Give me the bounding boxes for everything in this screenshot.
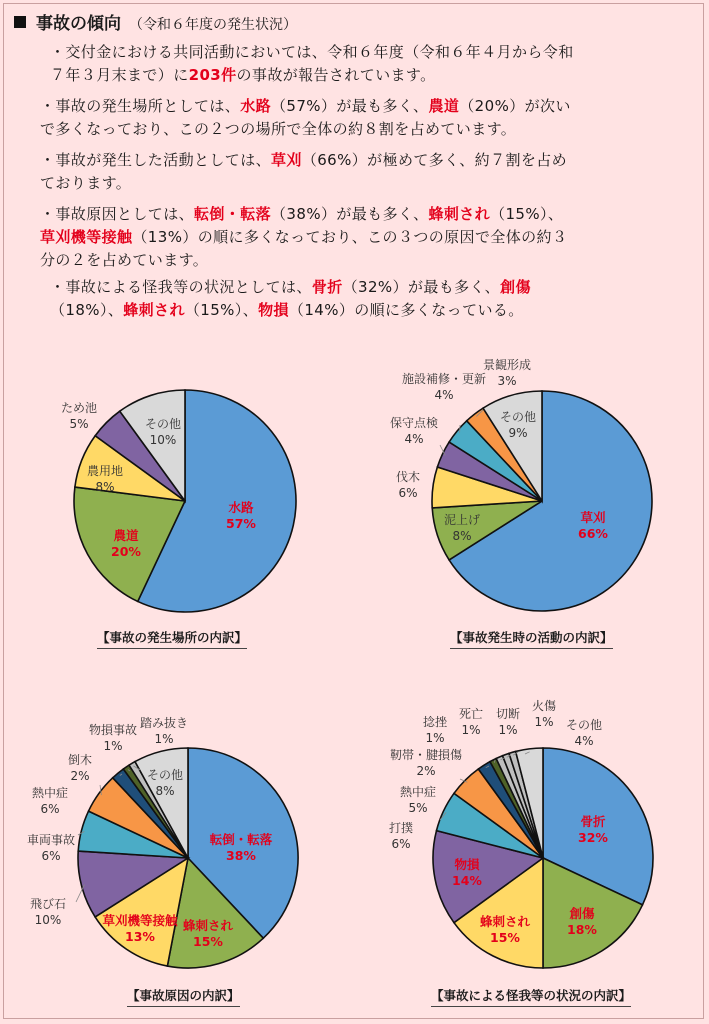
paragraph-text: （20%）が次い (459, 97, 571, 115)
slice-percent: 1% (103, 739, 123, 753)
slice-name: ため池 (60, 401, 98, 415)
slice-name: 死亡 (458, 707, 484, 721)
slice-label (390, 747, 462, 778)
slice-name: 草刈 (580, 510, 606, 525)
slice-label (396, 469, 420, 500)
slice-percent: 32% (578, 830, 608, 845)
pie-chart-1 (61, 390, 296, 612)
slice-name: 農道 (113, 528, 139, 543)
highlight-text: 転倒・転落 (194, 205, 272, 223)
paragraph-text: （14%）の順に多くなっている。 (288, 301, 524, 319)
paragraph-text: ・事故原因としては、 (40, 205, 195, 223)
paragraph-text: （15%）、 (490, 205, 564, 223)
slice-label (89, 722, 137, 753)
slice-label (32, 785, 68, 816)
highlight-text: 蜂刺され (123, 301, 185, 319)
slice-percent: 1% (498, 723, 518, 737)
slice-percent: 15% (193, 934, 223, 949)
slice-label (578, 510, 608, 541)
paragraph-text: （18%）、 (50, 301, 124, 319)
slice-percent: 1% (461, 723, 481, 737)
slice-label (578, 814, 608, 845)
slice-percent: 18% (567, 922, 597, 937)
slice-name: 物損事故 (88, 723, 138, 737)
slice-label (532, 698, 556, 729)
slice-name: 施設補修・更新 (401, 372, 487, 386)
slice-label (496, 706, 520, 737)
highlight-text: 創傷 (500, 278, 531, 296)
paragraph-text: の事故が報告されています。 (236, 66, 436, 84)
slice-name: その他 (144, 417, 182, 431)
slice-percent: 4% (404, 432, 424, 446)
slice-name: 伐木 (395, 470, 421, 484)
slice-percent: 5% (408, 801, 428, 815)
slice-name: 骨折 (580, 814, 606, 829)
slice-label (140, 715, 188, 746)
slice-percent: 1% (425, 731, 445, 745)
chart-caption-cause: 【事故原因の内訳】 (127, 986, 240, 1007)
slice-name: 切断 (495, 707, 521, 721)
slice-name: 蜂刺され (479, 914, 531, 929)
slice-name: 農用地 (86, 464, 124, 478)
slice-name: 創傷 (569, 906, 595, 921)
slice-percent: 8% (452, 529, 472, 543)
slice-percent: 15% (490, 930, 520, 945)
slice-name: 熱中症 (399, 785, 437, 799)
slice-percent: 6% (40, 802, 60, 816)
slice-name: 車両事故 (26, 833, 76, 847)
slice-percent: 10% (149, 433, 177, 447)
highlight-text: 203件 (188, 66, 237, 84)
slice-percent: 2% (70, 769, 90, 783)
slice-label (27, 832, 75, 863)
highlight-text: 水路 (240, 97, 272, 115)
slice-percent: 38% (226, 848, 256, 863)
slice-percent: 4% (574, 734, 594, 748)
slice-percent: 4% (434, 388, 454, 402)
highlight-text: 草刈 (271, 151, 302, 169)
paragraph-text: ております。 (40, 174, 132, 192)
slice-name: 草刈機等接触 (102, 913, 178, 928)
slice-name: 飛び石 (29, 897, 67, 911)
slice-percent: 2% (416, 764, 436, 778)
highlight-text: 蜂刺され (428, 205, 491, 223)
slice-label (423, 714, 448, 745)
slice-percent: 13% (125, 929, 155, 944)
slice-label (400, 784, 436, 815)
slice-name: その他 (499, 410, 537, 424)
slice-label (402, 371, 486, 402)
slice-label (390, 415, 438, 446)
slice-percent: 6% (41, 849, 61, 863)
slice-label (389, 820, 413, 851)
slice-name: 転倒・転落 (209, 832, 273, 847)
slice-name: 熱中症 (31, 786, 69, 800)
slice-percent: 57% (226, 516, 256, 531)
pie-chart-4 (389, 698, 653, 968)
slice-name: 泥上げ (443, 513, 481, 527)
slice-name: 物損 (454, 857, 480, 872)
paragraph-text: ・事故による怪我等の状況としては、 (50, 278, 312, 296)
pie-chart-2 (390, 357, 652, 611)
slice-label (459, 707, 483, 737)
slice-name: 倒木 (67, 753, 93, 767)
heading-title: 事故の傾向 (36, 14, 121, 34)
paragraph-text: ・事故が発生した活動としては、 (40, 151, 272, 169)
slice-label (483, 357, 531, 388)
paragraph-text: ・事故の発生場所としては、 (40, 97, 241, 115)
highlight-text: 草刈機等接触 (40, 228, 133, 246)
slice-label (111, 528, 141, 559)
slice-label (68, 752, 92, 783)
slice-label (30, 897, 66, 927)
paragraph-text: （15%）、 (184, 301, 259, 319)
slice-percent: 8% (155, 784, 175, 798)
paragraph-text: ・交付金における共同活動においては、令和６年度（令和６年４月から令和 (50, 43, 574, 61)
slice-name: 捻挫 (422, 715, 448, 729)
slice-name: 踏み抜き (139, 716, 189, 730)
slice-label (226, 500, 256, 531)
paragraph-text: （57%）が最も多く、 (271, 97, 429, 115)
chart-caption-location: 【事故の発生場所の内訳】 (97, 628, 247, 649)
slice-name: 景観形成 (482, 358, 532, 372)
pie-chart-3 (27, 715, 298, 968)
slice-name: 蜂刺され (182, 918, 234, 933)
highlight-text: 農道 (428, 97, 460, 115)
slice-percent: 6% (398, 486, 418, 500)
chart-caption-injury: 【事故による怪我等の状況の内訳】 (431, 986, 631, 1007)
slice-label (452, 857, 482, 888)
slice-percent: 6% (391, 837, 411, 851)
highlight-text: 物損 (258, 301, 289, 319)
paragraph-text: 分の２を占めています。 (40, 251, 209, 269)
slice-label (566, 717, 602, 748)
chart-caption-activity: 【事故発生時の活動の内訳】 (450, 628, 613, 649)
slice-percent: 66% (578, 526, 608, 541)
paragraph-text: （13%）の順に多くなっており、この３つの原因で全体の約３ (132, 228, 568, 246)
slice-label (567, 906, 597, 937)
paragraph-text: で多くなっており、この２つの場所で全体の約８割を占めています。 (40, 120, 517, 138)
slice-name: 靭帯・腱損傷 (389, 748, 463, 762)
slice-percent: 5% (69, 417, 89, 431)
paragraph-text: ７年３月末まで）に (50, 66, 189, 84)
slice-percent: 1% (534, 715, 554, 729)
paragraph-text: （32%）が最も多く、 (342, 278, 501, 296)
slice-name: その他 (565, 718, 603, 732)
slice-percent: 8% (95, 480, 115, 494)
slice-percent: 20% (111, 544, 141, 559)
slice-label (61, 400, 97, 431)
highlight-text: 骨折 (311, 278, 343, 296)
slice-percent: 9% (508, 426, 528, 440)
paragraph-text: （38%）が最も多く、 (271, 205, 429, 223)
slice-name: 打撲 (388, 821, 414, 835)
slice-name: 保守点検 (389, 416, 439, 430)
paragraph-text: （66%）が極めて多く、約７割を占め (301, 151, 568, 169)
slice-name: その他 (146, 768, 184, 782)
slice-percent: 10% (34, 913, 62, 927)
slice-percent: 1% (154, 732, 174, 746)
slice-percent: 3% (497, 374, 517, 388)
heading-subtitle: （令和６年度の発生状況） (129, 17, 297, 33)
slice-percent: 14% (452, 873, 482, 888)
slice-name: 火傷 (531, 699, 557, 713)
slice-name: 水路 (228, 500, 254, 515)
